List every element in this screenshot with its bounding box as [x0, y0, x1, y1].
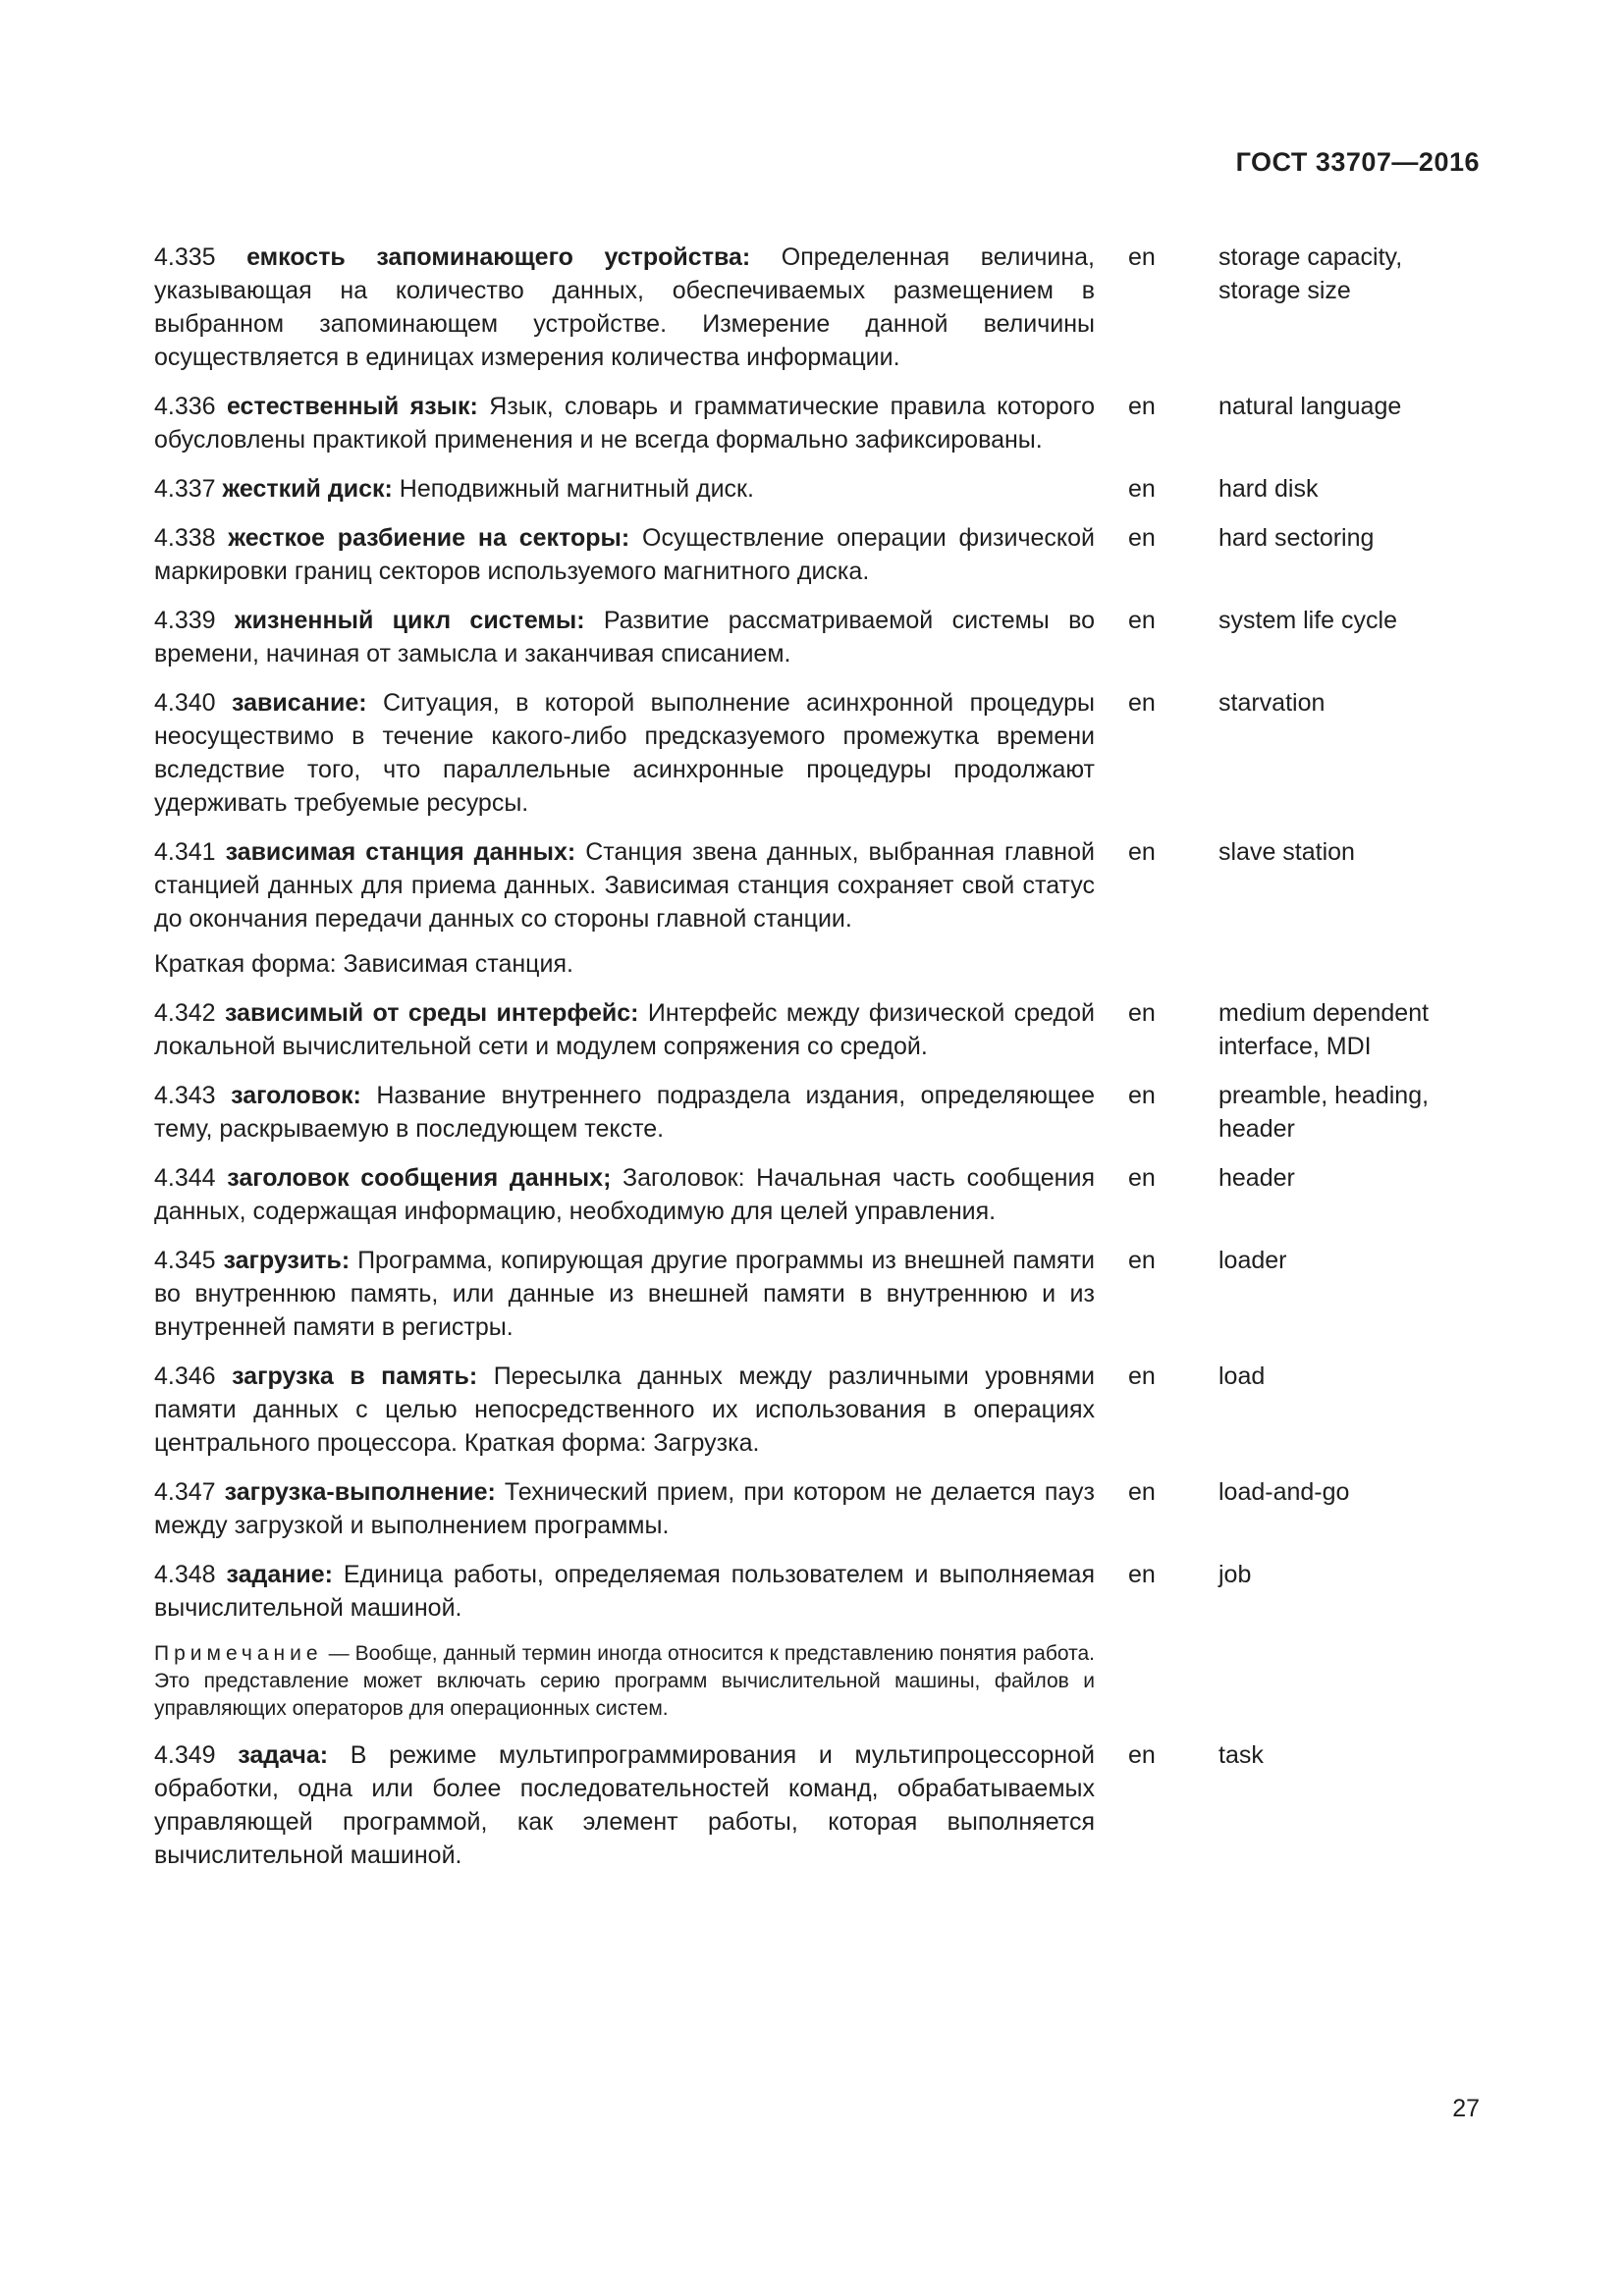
term-title: жесткое разбиение на секторы:: [228, 524, 630, 552]
term-title: загрузка в память:: [232, 1362, 478, 1390]
language-code: en: [1128, 1741, 1156, 1769]
term-definition-block: [154, 1738, 1095, 1872]
term-definition: Определенная величина, указывающая на количество данных, обеспечиваемых размещением в выбранном запоминающем устройстве. Измерение данной величины осуществляется в единицах измерения количества информации.: [154, 243, 1095, 371]
english-equivalent: natural language: [1218, 393, 1402, 420]
term-number: 4.337: [154, 475, 216, 503]
language-code: en: [1128, 393, 1156, 420]
term-definition: Единица работы, определяемая пользователем и выполняемая вычислительной машиной.: [154, 1561, 1095, 1622]
language-code: en: [1128, 1478, 1156, 1506]
term-entry: [154, 686, 1480, 820]
term-definition: Название внутреннего подраздела издания, определяющее тему, раскрываемую в последующем тексте.: [154, 1082, 1095, 1143]
term-definition: Ситуация, в которой выполнение асинхронной процедуры неосуществимо в течение какого-либо предсказуемого промежутка времени вследствие того, что параллельные асинхронные процедуры продолжают удерживать требуемые ресурсы.: [154, 689, 1095, 817]
term-entry: [154, 1079, 1480, 1146]
term-entry: [154, 996, 1480, 1063]
term-title: задача:: [238, 1741, 329, 1769]
term-title: загрузка-выполнение:: [224, 1478, 496, 1506]
language-code: en: [1128, 838, 1156, 866]
term-entry: [154, 1161, 1480, 1228]
term-number: 4.344: [154, 1164, 216, 1192]
english-equivalent: preamble, heading, header: [1218, 1082, 1430, 1143]
language-code: en: [1128, 1164, 1156, 1192]
language-code: en: [1128, 607, 1156, 634]
term-title: загрузить:: [223, 1247, 351, 1274]
english-equivalent: system life cycle: [1218, 607, 1397, 634]
english-equivalent: load: [1218, 1362, 1266, 1390]
term-definition-block: [154, 240, 1095, 374]
term-entry: [154, 521, 1480, 588]
document-header: ГОСТ 33707—2016: [1235, 147, 1480, 177]
term-definition-block: [154, 390, 1095, 456]
term-entry: [154, 1738, 1480, 1872]
term-definition: Станция звена данных, выбранная главной станцией данных для приема данных. Зависимая станция сохраняет свой статус до окончания передачи данных со стороны главной станции.: [154, 838, 1095, 933]
term-definition: Пересылка данных между различными уровнями памяти данных с целью непосредственного их использования в операциях центрального процессора. Краткая форма: Загрузка.: [154, 1362, 1095, 1457]
term-definition-block: [154, 604, 1095, 670]
term-number: 4.338: [154, 524, 216, 552]
term-definition-block: [154, 1079, 1095, 1146]
term-number: 4.336: [154, 393, 216, 420]
term-entry: [154, 390, 1480, 456]
term-number: 4.340: [154, 689, 216, 717]
term-definition: Технический прием, при котором не делается пауз между загрузкой и выполнением программы.: [154, 1478, 1095, 1539]
language-code: en: [1128, 1082, 1156, 1109]
term-definition-block: [154, 686, 1095, 820]
term-number: 4.341: [154, 838, 216, 866]
note: [154, 1640, 1095, 1723]
english-equivalent: storage capacity, storage size: [1218, 243, 1403, 304]
term-number: 4.335: [154, 243, 216, 271]
term-definition-block: [154, 1161, 1095, 1228]
term-number: 4.343: [154, 1082, 216, 1109]
english-equivalent: slave station: [1218, 838, 1355, 866]
language-code: en: [1128, 1561, 1156, 1588]
term-definition-block: [154, 835, 1095, 981]
term-definition: Интерфейс между физической средой локальной вычислительной сети и модулем сопряжения со средой.: [154, 999, 1095, 1060]
term-number: 4.345: [154, 1247, 216, 1274]
term-title: зависимая станция данных:: [225, 838, 576, 866]
language-code: en: [1128, 475, 1156, 503]
term-definition-block: [154, 1558, 1095, 1723]
term-definition-block: [154, 1244, 1095, 1344]
page-number: 27: [1452, 2095, 1480, 2122]
term-entry: [154, 835, 1480, 981]
english-equivalent: loader: [1218, 1247, 1287, 1274]
term-definition: Программа, копирующая другие программы из внешней памяти во внутреннюю память, или данные из внешней памяти в внутреннюю и из внутренней памяти в регистры.: [154, 1247, 1096, 1341]
language-code: en: [1128, 689, 1156, 717]
english-equivalent: load-and-go: [1218, 1478, 1350, 1506]
term-entry: [154, 1558, 1480, 1723]
term-definition-block: [154, 521, 1095, 588]
term-definition-block: [154, 996, 1095, 1063]
term-title: зависимый от среды интерфейс:: [224, 999, 639, 1027]
english-equivalent: hard sectoring: [1218, 524, 1375, 552]
term-entry: [154, 240, 1480, 374]
term-definition-block: [154, 1475, 1095, 1542]
term-title: зависание:: [232, 689, 367, 717]
term-number: 4.346: [154, 1362, 216, 1390]
term-entry: [154, 1475, 1480, 1542]
note-label: Примечание: [154, 1642, 323, 1665]
term-number: 4.349: [154, 1741, 216, 1769]
term-list: [154, 240, 1480, 1888]
term-number: 4.347: [154, 1478, 216, 1506]
term-definition: В режиме мультипрограммирования и мультипроцессорной обработки, одна или более последовательностей команд, обрабатываемых управляющей программой, как элемент работы, которая выполняется вычислительной машиной.: [154, 1741, 1095, 1869]
english-equivalent: task: [1218, 1741, 1264, 1769]
english-equivalent: hard disk: [1218, 475, 1319, 503]
language-code: en: [1128, 999, 1156, 1027]
term-definition: Неподвижный магнитный диск.: [399, 475, 754, 503]
term-entry: [154, 1244, 1480, 1344]
term-title: жесткий диск:: [222, 475, 393, 503]
term-number: 4.348: [154, 1561, 216, 1588]
language-code: en: [1128, 1247, 1156, 1274]
note-text: — Вообще, данный термин иногда относится к представлению понятия работа. Это представление может включать серию программ вычислительной машины, файлов и управляющих операторов для операционных систем.: [154, 1642, 1095, 1720]
term-title: заголовок:: [231, 1082, 361, 1109]
term-title: задание:: [226, 1561, 333, 1588]
english-equivalent: starvation: [1218, 689, 1326, 717]
english-equivalent: job: [1218, 1561, 1252, 1588]
term-definition: Развитие рассматриваемой системы во времени, начиная от замысла и заканчивая списанием.: [154, 607, 1095, 667]
term-definition-block: [154, 1360, 1095, 1460]
term-definition-block: [154, 472, 1095, 506]
term-definition: Язык, словарь и грамматические правила которого обусловлены практикой применения и не всегда формально зафиксированы.: [154, 393, 1096, 454]
term-title: естественный язык:: [226, 393, 478, 420]
language-code: en: [1128, 243, 1156, 271]
language-code: en: [1128, 524, 1156, 552]
term-title: емкость запоминающего устройства:: [246, 243, 751, 271]
term-definition: Осуществление операции физической маркировки границ секторов используемого магнитного диска.: [154, 524, 1095, 585]
short-form: Краткая форма: Зависимая станция.: [154, 950, 573, 978]
english-equivalent: header: [1218, 1164, 1295, 1192]
term-definition: Заголовок: Начальная часть сообщения данных, содержащая информацию, необходимую для целей управления.: [154, 1164, 1095, 1225]
term-entry: [154, 1360, 1480, 1460]
term-entry: [154, 472, 1480, 506]
term-number: 4.339: [154, 607, 216, 634]
english-equivalent: medium dependent interface, MDI: [1218, 999, 1430, 1060]
language-code: en: [1128, 1362, 1156, 1390]
term-number: 4.342: [154, 999, 216, 1027]
term-title: заголовок сообщения данных;: [227, 1164, 612, 1192]
term-title: жизненный цикл системы:: [234, 607, 585, 634]
term-entry: [154, 604, 1480, 670]
